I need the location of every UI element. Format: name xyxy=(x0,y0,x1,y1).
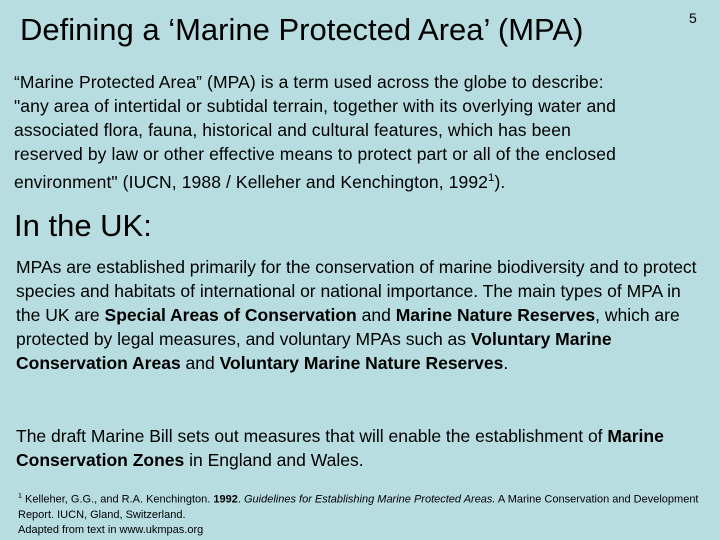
intro-paragraph xyxy=(14,70,704,194)
bill-text: in England and Wales. xyxy=(184,450,364,470)
intro-text: environment" (IUCN, 1988 / Kelleher and Kenchington, 1992 xyxy=(14,171,489,192)
sac-term: Special Areas of Conservation xyxy=(104,305,357,325)
uk-paragraph xyxy=(16,255,706,375)
bill-text: The draft Marine Bill sets out measures that will enable the establishment of xyxy=(16,426,608,446)
footnote xyxy=(18,489,708,538)
footnote-authors: Kelleher, G.G., and R.A. Kenchington. xyxy=(21,493,214,506)
footnote-sep: . xyxy=(237,493,244,506)
intro-line: associated flora, fauna, historical and cultural features, which has been xyxy=(14,120,571,140)
footnote-source: Adapted from text in www.ukmpas.org xyxy=(18,523,204,536)
intro-line: "any area of intertidal or subtidal terrain, together with its overlying water and xyxy=(14,96,616,116)
page-number: 5 xyxy=(689,10,697,26)
uk-text: and xyxy=(356,305,396,325)
uk-text: . xyxy=(503,353,509,373)
intro-text: ). xyxy=(494,171,506,192)
marine-bill-paragraph xyxy=(16,424,706,472)
footnote-rest: A Marine Conservation and Development Report. IUCN, Gland, Switzerland. xyxy=(18,493,699,521)
mnr-term: Marine Nature Reserves xyxy=(395,305,596,325)
footnote-title: Guidelines for Establishing Marine Protected Areas. xyxy=(243,493,496,506)
footnote-year: 1992 xyxy=(213,493,238,506)
uk-text: , which are protected by legal measures, and voluntary MPAs such as xyxy=(16,305,680,349)
intro-line: reserved by law or other effective means to protect part or all of the enclosed xyxy=(14,144,616,164)
intro-line: “Marine Protected Area” (MPA) is a term used across the globe to describe: xyxy=(14,72,604,92)
uk-heading: In the UK: xyxy=(14,208,152,243)
mcz-term: Marine Conservation Zones xyxy=(16,426,664,470)
vmca-term: Voluntary Marine Conservation Areas xyxy=(16,329,612,373)
slide-title: Defining a ‘Marine Protected Area’ (MPA) xyxy=(20,12,584,47)
footnote-ref: 1 xyxy=(488,172,495,184)
uk-text: and xyxy=(180,353,220,373)
footnote-marker: 1 xyxy=(18,492,22,500)
footnote-citation xyxy=(18,489,708,523)
intro-line xyxy=(14,166,704,194)
vmnr-term: Voluntary Marine Nature Reserves xyxy=(219,353,504,373)
uk-text: MPAs are established primarily for the conservation of marine biodiversity and to protect species and habitats of international or national importance. The main types of MPA in the UK are xyxy=(16,257,697,325)
